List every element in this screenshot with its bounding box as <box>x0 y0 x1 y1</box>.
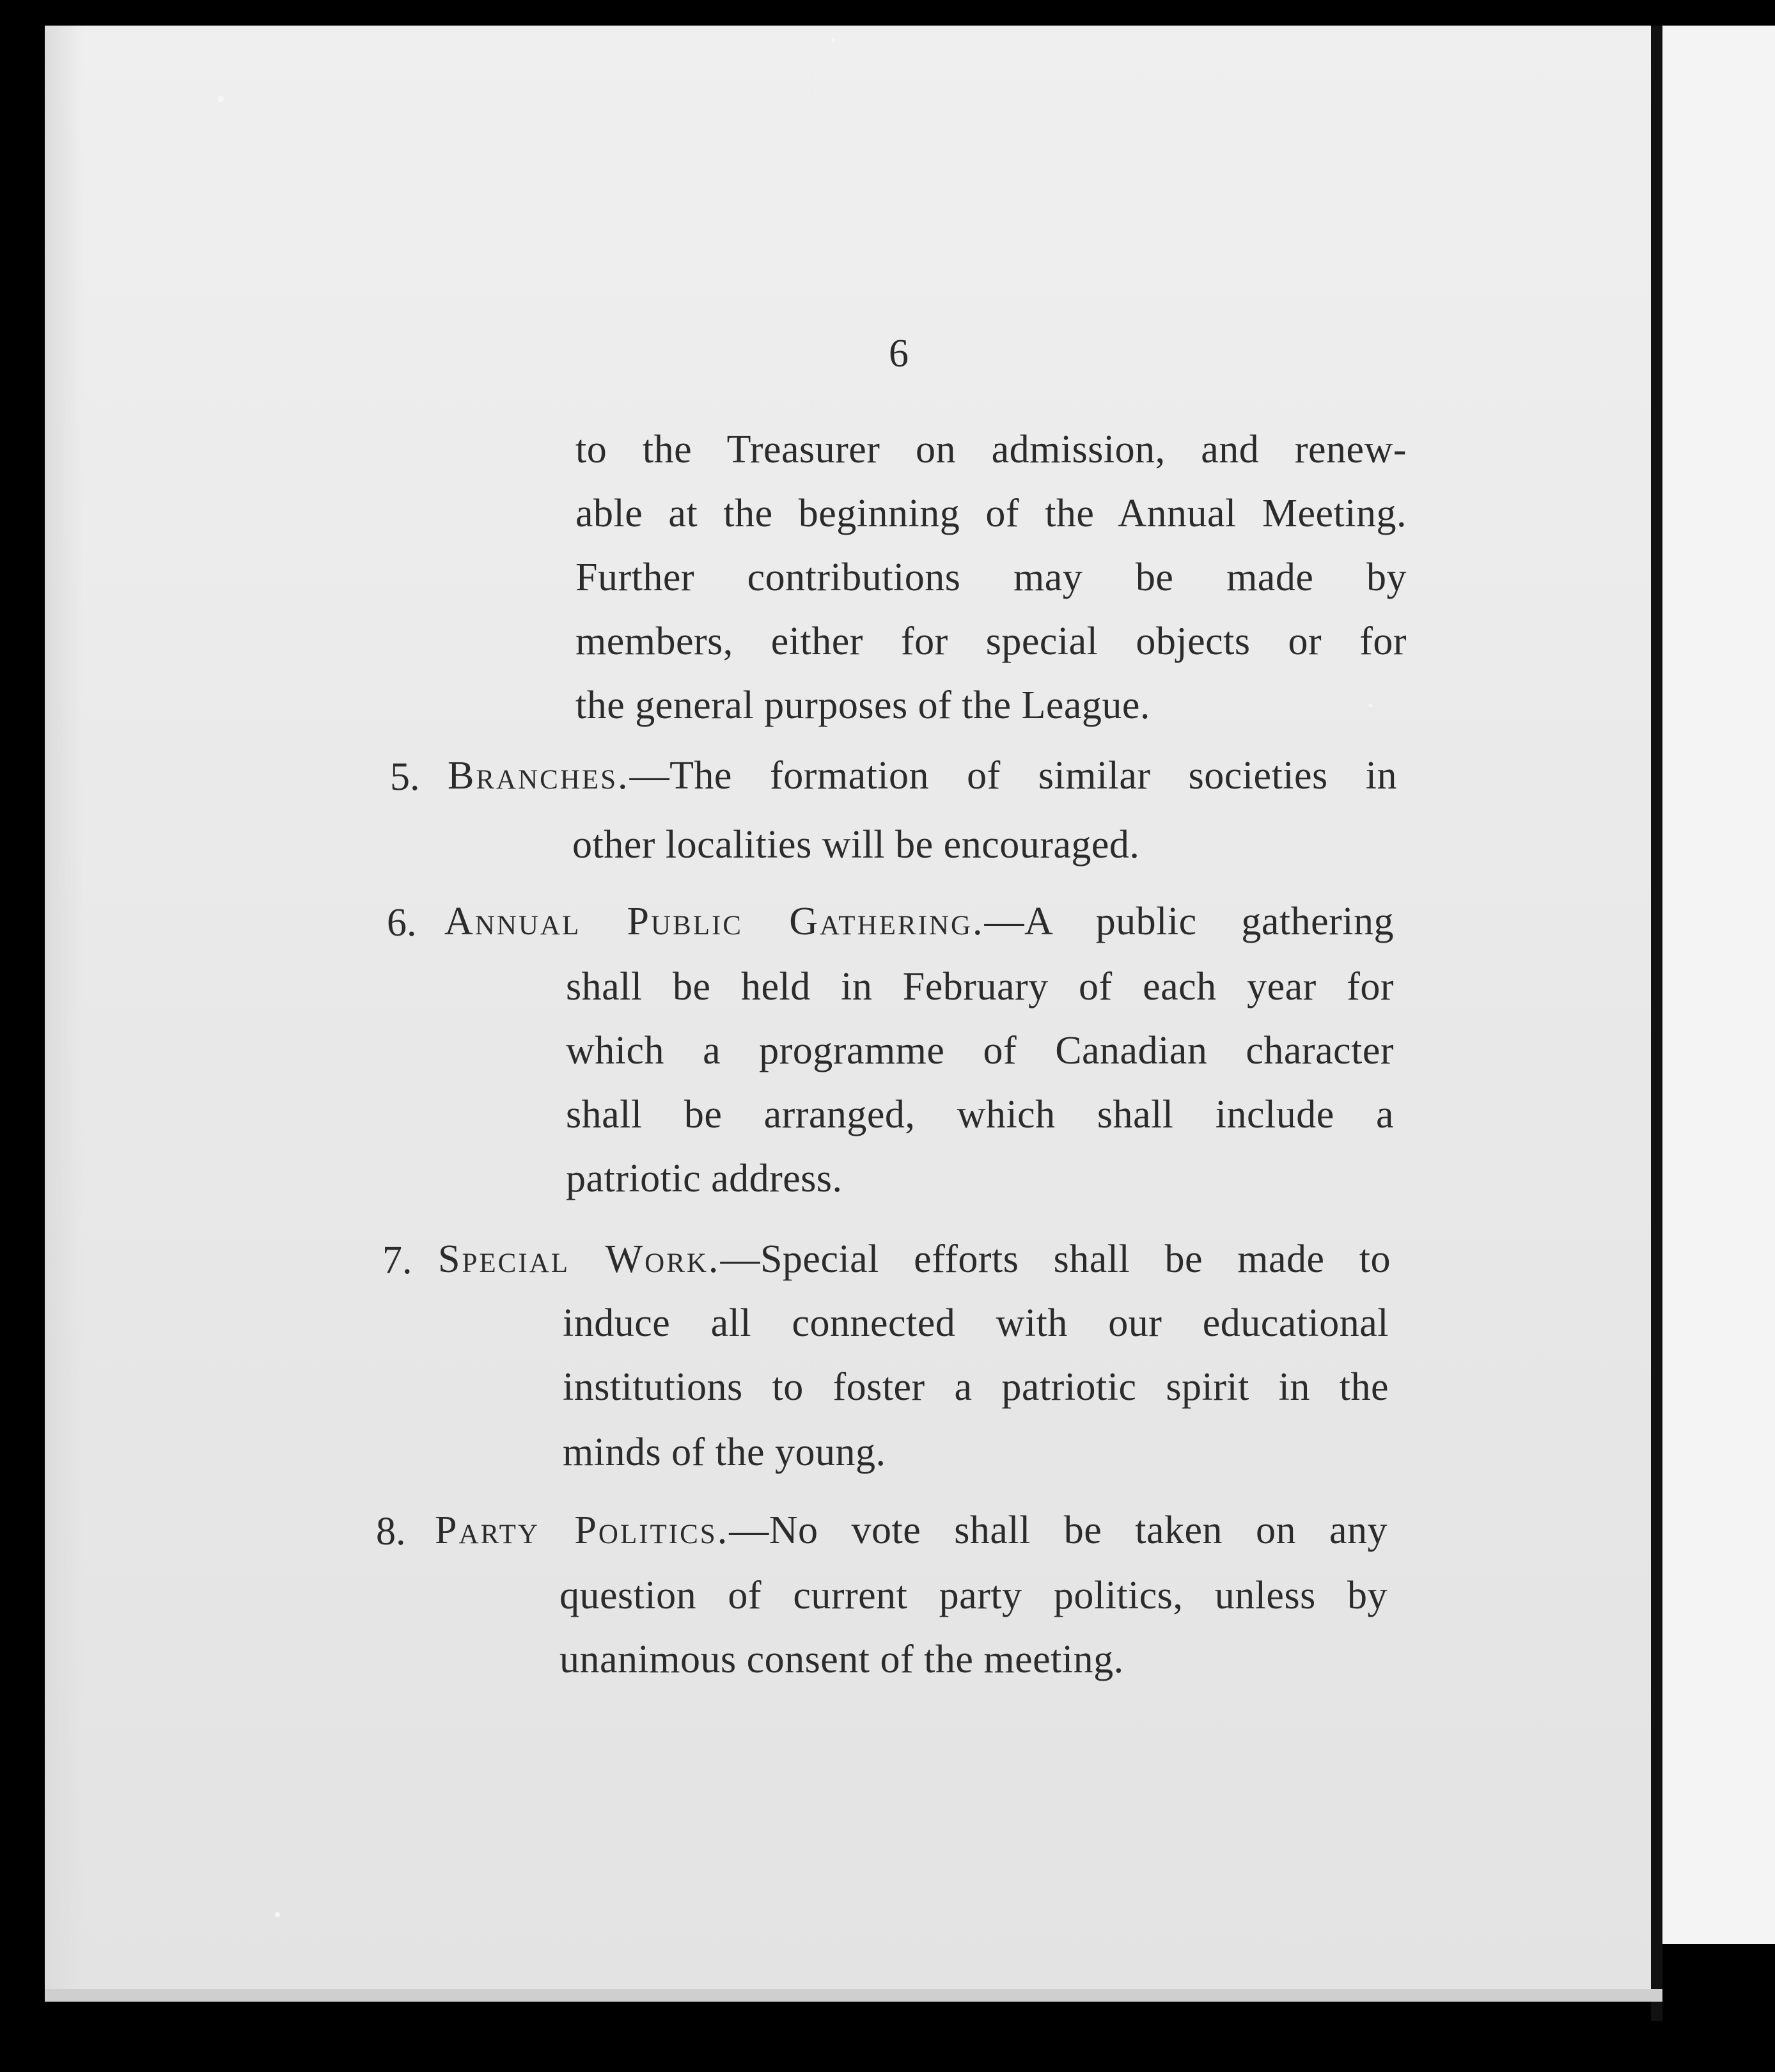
item-line: institutions to foster a patriotic spirit in the <box>563 1365 1389 1409</box>
scan-speck <box>831 38 835 42</box>
item-line: induce all connected with our educational <box>563 1301 1389 1345</box>
item-number: 5. <box>390 755 420 799</box>
item-text: —The formation of similar societies in <box>629 754 1397 797</box>
page-shadow <box>45 26 83 1995</box>
item-first-line <box>444 899 1394 945</box>
item-line: unanimous consent of the meeting. <box>559 1638 1124 1681</box>
item-first-line <box>448 753 1397 799</box>
item-text: —Special efforts shall be made to <box>720 1237 1391 1281</box>
continuation-line: Further contributions may be made by <box>575 556 1407 599</box>
page-bottom-edge <box>45 1989 1662 2002</box>
item-text: —A public gathering <box>984 900 1394 943</box>
book-page <box>45 26 1656 1995</box>
item-line: patriotic address. <box>566 1157 843 1200</box>
item-number: 7. <box>382 1239 412 1282</box>
book-spine <box>1651 26 1662 2021</box>
item-number: 8. <box>376 1510 406 1553</box>
item-line: question of current party politics, unless by <box>559 1574 1388 1617</box>
item-heading: Branches. <box>448 754 630 797</box>
scan-speck <box>275 1912 280 1917</box>
continuation-line: to the Treasurer on admission, and renew- <box>575 428 1407 471</box>
scan-speck <box>217 96 224 102</box>
item-heading: Annual Public Gathering. <box>444 900 985 943</box>
scan-speck <box>1368 703 1372 707</box>
facing-page-edge <box>1662 26 1775 1944</box>
item-heading: Special Work. <box>438 1237 721 1281</box>
continuation-line: members, either for special objects or for <box>575 620 1407 663</box>
item-line: minds of the young. <box>563 1431 886 1474</box>
item-number: 6. <box>387 901 417 945</box>
page-number: 6 <box>889 332 909 375</box>
continuation-line: able at the beginning of the Annual Meeting. <box>575 492 1407 535</box>
item-line: other localities will be encouraged. <box>572 823 1140 867</box>
item-line: shall be arranged, which shall include a <box>566 1093 1394 1136</box>
item-line: which a programme of Canadian character <box>566 1029 1394 1072</box>
continuation-line: the general purposes of the League. <box>575 684 1150 727</box>
item-first-line <box>438 1237 1391 1282</box>
item-first-line <box>435 1508 1388 1553</box>
item-heading: Party Politics. <box>435 1509 730 1552</box>
item-text: —No vote shall be taken on any <box>729 1509 1388 1552</box>
item-line: shall be held in February of each year for <box>566 965 1394 1009</box>
